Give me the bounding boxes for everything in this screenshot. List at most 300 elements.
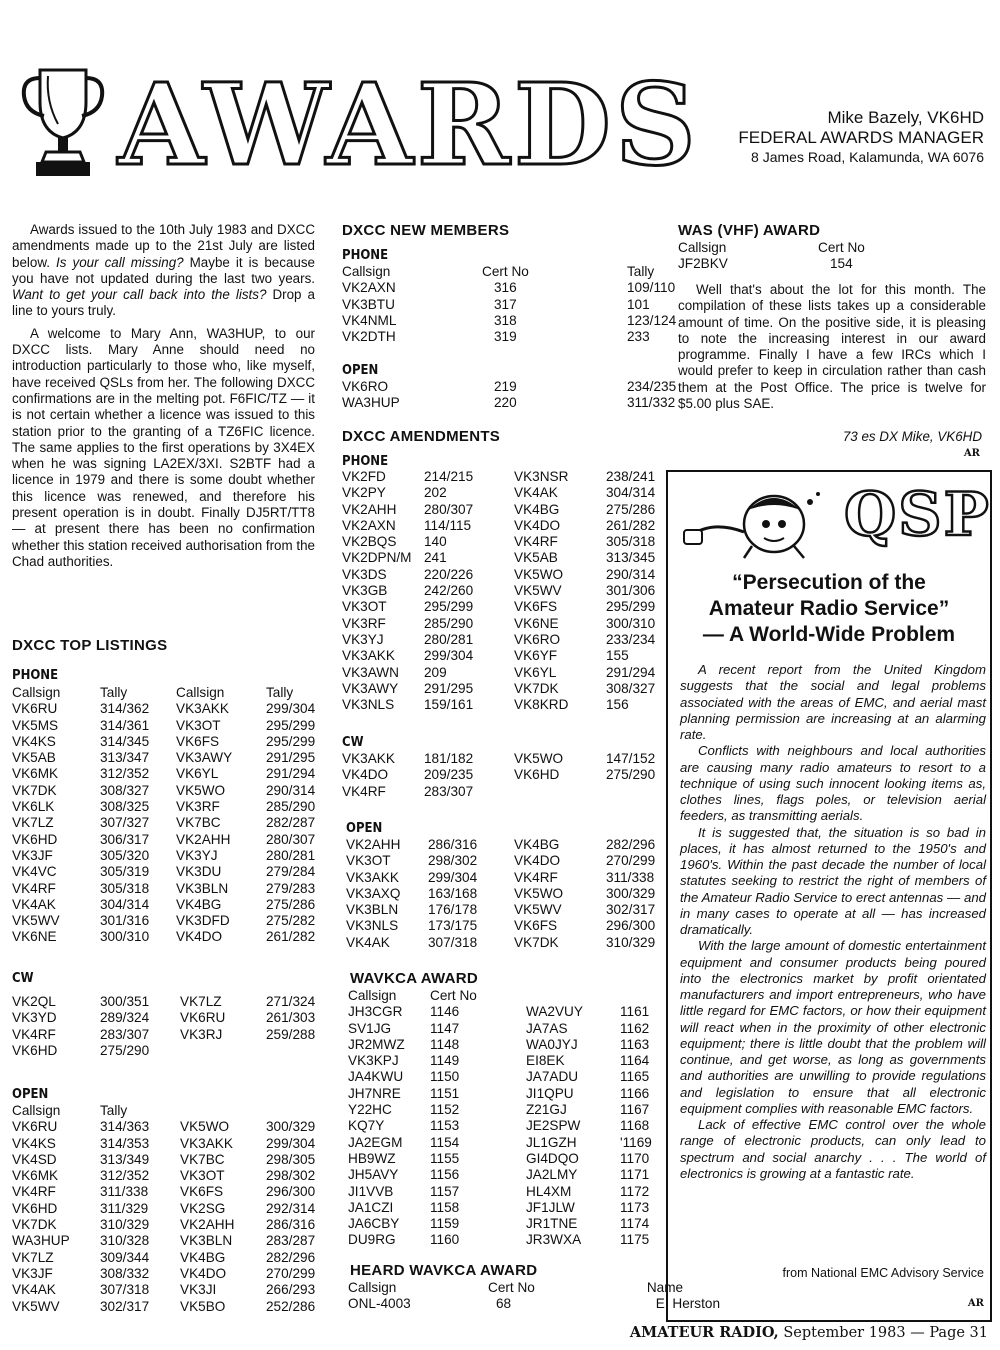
table-cell: VK6HD	[12, 1200, 58, 1216]
table-cell: 282/287	[266, 815, 316, 831]
table-cell: 275/290	[100, 1042, 150, 1058]
table-row	[12, 1119, 315, 1135]
table-row	[12, 1299, 315, 1315]
table-cell: 1171	[620, 1167, 650, 1183]
table-cell: VK4AK	[514, 485, 558, 501]
table-cell: 313/347	[100, 750, 150, 766]
table-cell: 304/314	[606, 485, 656, 501]
table-cell: 159/161	[424, 697, 474, 713]
table-row	[12, 1136, 315, 1152]
table-cell: VK5AB	[514, 550, 558, 566]
table-cell: VK3AKK	[180, 1135, 233, 1151]
table-cell: VK2AHH	[342, 501, 397, 517]
top-cw-label: CW	[12, 971, 34, 986]
table-cell: 310/329	[606, 934, 656, 950]
table-cell: 309/344	[100, 1249, 150, 1265]
ar-mark: AR	[963, 448, 980, 459]
table-cell: 311/329	[100, 1200, 149, 1216]
table-cell: 280/307	[266, 831, 316, 847]
table-cell: VK2AHH	[180, 1217, 235, 1233]
table-row	[342, 616, 655, 632]
table-cell: VK6RO	[342, 379, 389, 394]
table-cell: 300/310	[100, 929, 150, 945]
role: FEDERAL AWARDS MANAGER	[738, 128, 984, 147]
am-cw-table	[342, 751, 655, 800]
table-cell: HL4XM	[526, 1183, 572, 1199]
table-cell: 306/317	[100, 831, 150, 847]
table-cell: 1175	[620, 1232, 650, 1248]
table-cell: VK3OT	[176, 717, 221, 733]
table-cell: VK6RU	[12, 701, 58, 717]
table-cell: VK7DK	[12, 1217, 57, 1233]
table-cell: 261/282	[266, 929, 316, 945]
table-cell: 176/178	[428, 902, 478, 918]
table-cell: 296/300	[266, 1184, 316, 1200]
table-cell: VK2AXN	[342, 280, 396, 296]
was-vhf-table: Callsign Cert No JF2BKV 154	[678, 240, 865, 272]
table-cell: 291/295	[266, 750, 316, 766]
table-cell: 316	[494, 280, 517, 296]
table-cell: VK6MK	[12, 1168, 59, 1184]
table-cell: 1153	[430, 1118, 460, 1134]
table-cell: 299/304	[424, 648, 474, 664]
table-row	[342, 648, 655, 664]
table-row	[342, 599, 655, 615]
table-cell: 308/327	[100, 782, 150, 798]
table-cell: 261/282	[606, 517, 656, 533]
table-cell: VK4BG	[514, 501, 560, 517]
table-cell: VK3DFD	[176, 913, 230, 929]
table-cell: VK3BLN	[346, 902, 399, 918]
table-row	[342, 632, 655, 648]
table-cell: 291/294	[606, 664, 656, 680]
table-cell: VK5BO	[180, 1298, 226, 1314]
table-cell: VK3AKK	[342, 751, 395, 766]
table-row	[342, 751, 655, 767]
am-cw-label: CW	[342, 735, 364, 750]
table-row	[346, 935, 655, 951]
table-cell: VK4DO	[514, 853, 561, 869]
table-cell: JA6CBY	[348, 1216, 400, 1232]
table-row	[12, 1184, 315, 1200]
table-cell: 279/283	[266, 880, 316, 896]
table-cell: 1168	[620, 1118, 650, 1134]
table-cell: 289/324	[100, 1010, 150, 1026]
wavkca-title: WAVKCA AWARD	[350, 970, 479, 987]
table-cell: VK4AK	[346, 934, 390, 950]
table-cell: VK4DO	[342, 767, 389, 783]
table-cell: 307/327	[100, 815, 150, 831]
table-cell: 299/304	[428, 869, 478, 885]
table-cell	[606, 784, 655, 800]
table-cell: 173/175	[428, 918, 478, 934]
table-cell: VK4RF	[514, 534, 558, 550]
table-cell: VK3BTU	[342, 296, 395, 312]
table-row	[348, 1118, 652, 1134]
qsp-source: from National EMC Advisory Service	[782, 1266, 984, 1280]
table-cell: 314/362	[100, 701, 150, 717]
was-vhf-rows	[678, 256, 865, 272]
table-cell: 280/281	[424, 631, 474, 647]
table-cell	[180, 1043, 266, 1059]
table-row	[342, 469, 655, 485]
table-cell: 308/332	[100, 1265, 150, 1281]
table-cell: 209	[424, 664, 447, 680]
table-cell: VK3RF	[176, 799, 220, 815]
table-row	[348, 1069, 652, 1085]
table-row	[348, 1086, 652, 1102]
table-cell: 1156	[430, 1167, 460, 1183]
table-cell: 114/115	[424, 517, 472, 533]
table-cell: 1163	[620, 1036, 650, 1052]
am-cw-rows	[342, 751, 655, 800]
qsp-article: A recent report from the United Kingdom suggests that the social and legal problems associated with the areas of EMC, and aerial mast planning permission are increasing at an alarming rate. Conflicts with neighbours and local authorities are causing many radio amateurs to resort to a technique of using such innocent looking items as, clothes lines, flags poles, or television aerial feeders, as transmitting aerials. It is suggested that, the situation is so bad in places, it has almost returned to the 1950's and 1960's. Within the past decade the number of local statutes seeking to restrict the right of members of the Amateur Radio Service to erect antennas — and in many cases to operate at all — has increased dramatically. With the large amount of domestic entertainment equipment and consumer products being poured into the electronics market by profit orientated manufacturers and import entrepreneurs, who have little regard for EMC factors, or how their equipment will react when in the proximity of other electronic equipment; there is little doubt that the problem will continue, and get worse, as long as governments and authorities are unwilling to provide regulations and legislation to ensure that all electronic equipment complies with reasonable EMC factors. Lack of effective EMC control over the whole range of electronic products, can only lead to spectrum and social anarchy . . . The world of electronics is growing at a fantastic rate.	[680, 662, 986, 1181]
table-cell: VK6FS	[180, 1184, 224, 1200]
table-cell: 286/316	[266, 1217, 316, 1233]
table-row	[346, 870, 655, 886]
table-cell: VK4SD	[12, 1151, 57, 1167]
am-open-table	[346, 837, 655, 951]
table-cell: 304/314	[100, 896, 150, 912]
table-row	[342, 485, 655, 501]
table-cell: JI1QPU	[526, 1085, 574, 1101]
table-cell: VK3OT	[346, 853, 391, 869]
table-cell: 299/304	[266, 1135, 316, 1151]
table-cell: 1155	[430, 1150, 460, 1166]
table-row	[348, 1200, 652, 1216]
table-cell: VK7BC	[180, 1151, 225, 1167]
new-members-title: DXCC NEW MEMBERS	[342, 222, 510, 239]
table-cell: 312/352	[100, 1168, 150, 1184]
table-row	[348, 1135, 652, 1151]
table-cell: 234/235	[627, 379, 677, 394]
table-cell: 298/305	[266, 1151, 316, 1167]
table-cell: VK5WV	[514, 583, 562, 599]
am-open-rows	[346, 837, 655, 951]
table-cell: 1152	[430, 1102, 460, 1118]
table-cell: 282/296	[606, 837, 656, 852]
table-cell: 242/260	[424, 583, 474, 599]
table-row	[342, 502, 655, 518]
table-cell: VK3RJ	[180, 1026, 223, 1042]
table-cell: 1165	[620, 1069, 650, 1085]
table-cell: VK3NLS	[342, 697, 395, 713]
table-row	[12, 848, 315, 864]
table-cell: VK3AXQ	[346, 885, 401, 901]
top-open-label: OPEN	[12, 1087, 49, 1102]
top-open-table: Callsign Tally VK6RU 314/363 VK5WO 300/329 VK4KS 314/353 VK3AKK 299/304 VK4SD 313/349 VK7BC 298/305 VK6MK 312/352 VK3OT 298/302 VK4RF 311/338 VK6FS 296/300 VK6HD 311/329 VK2SG 292/314 VK7DK 310/329 VK2AHH 286/316 WA3HUP 310/328 VK3BLN 283/287 VK7LZ 309/344 VK4BG 282/296 VK3JF 308/332 VK4DO 270/299 VK4AK 307/318 VK3JI 266/293 VK5WV 302/317 VK5BO 252/286	[12, 1103, 316, 1314]
table-cell: VK4VC	[12, 864, 57, 880]
table-cell: VK6RO	[514, 631, 561, 647]
table-cell: 1173	[620, 1199, 650, 1215]
table-row	[12, 766, 315, 782]
qsp-headline: “Persecution of the Amateur Radio Service” — A World-Wide Problem	[702, 571, 956, 646]
qsp-box	[666, 470, 992, 1322]
table-cell: 300/310	[606, 615, 656, 631]
table-row	[12, 1010, 315, 1026]
table-row	[342, 534, 655, 550]
table-cell: 283/307	[100, 1026, 150, 1042]
table-cell: 283/307	[424, 783, 474, 799]
table-cell: WA3HUP	[12, 1233, 70, 1249]
table-cell: 312/352	[100, 766, 150, 782]
table-row	[342, 583, 655, 599]
nm-open-table	[342, 379, 676, 412]
table-cell: JA7AS	[526, 1020, 568, 1036]
table-cell: 305/320	[100, 847, 150, 863]
table-cell: 123/124	[627, 312, 677, 328]
table-cell: VK4DO	[176, 929, 223, 945]
table-cell: 238/241	[606, 469, 656, 484]
table-cell: VK4BG	[176, 896, 222, 912]
table-cell: 1167	[620, 1102, 650, 1118]
table-cell: 291/294	[266, 766, 316, 782]
table-cell: VK2AXN	[342, 517, 396, 533]
table-cell: 280/307	[424, 501, 474, 517]
closing-text: Well that's about the lot for this month. The compilation of these lists takes up a considerable amount of time. On the positive side, it is pleasing to note the increasing interest in our award programme. Finally I have a few IRCs which I would prefer to keep in circulation rather than cash them at the Post Office. The price is twelve for $5.00 plus SAE.	[678, 282, 986, 412]
top-cw-table	[12, 994, 315, 1059]
table-row	[12, 994, 315, 1010]
table-cell: 155	[606, 648, 629, 664]
table-cell: 1164	[620, 1053, 650, 1069]
table-cell: 1151	[430, 1085, 460, 1101]
table-row	[12, 799, 315, 815]
table-cell: 140	[424, 534, 447, 550]
table-cell: VK6FS	[176, 733, 220, 749]
table-cell: VK7LZ	[180, 994, 222, 1009]
table-cell: VK4AK	[12, 896, 56, 912]
table-cell: VK6HD	[12, 831, 58, 847]
table-row	[342, 313, 676, 329]
table-cell: 233	[627, 329, 650, 345]
table-cell: JA1CZI	[348, 1199, 394, 1215]
table-row	[342, 329, 676, 345]
table-cell: VK3BLN	[176, 880, 229, 896]
table-row	[346, 918, 655, 934]
table-cell: VK4NML	[342, 312, 397, 328]
table-cell: VK4AK	[12, 1282, 56, 1298]
table-cell: VK3JF	[12, 847, 53, 863]
table-cell: 1159	[430, 1216, 460, 1232]
table-cell: JR3WXA	[526, 1232, 582, 1248]
table-cell: 300/351	[100, 994, 150, 1009]
am-phone-table	[342, 469, 655, 713]
table-row	[342, 395, 676, 411]
table-row	[12, 1250, 315, 1266]
table-cell: VK3DS	[342, 566, 387, 582]
table-cell: 220/226	[424, 566, 474, 582]
table-cell: E. Herston	[655, 1296, 720, 1312]
table-cell: VK3GB	[342, 583, 388, 599]
table-cell: 302/317	[100, 1298, 150, 1314]
trophy-icon	[18, 62, 108, 180]
author: Mike Bazely, VK6HD	[827, 108, 984, 127]
table-cell: 313/349	[100, 1151, 150, 1167]
table-row	[348, 1216, 652, 1232]
table-cell: VK3BLN	[180, 1233, 233, 1249]
table-cell: VK3KPJ	[348, 1053, 399, 1069]
table-row	[342, 550, 655, 566]
table-cell: VK3DU	[176, 864, 222, 880]
table-cell: 241	[424, 550, 447, 566]
table-cell: VK4RF	[12, 1184, 56, 1200]
table-cell: 279/284	[266, 864, 316, 880]
table-cell: VK4BG	[180, 1249, 226, 1265]
table-row	[348, 1167, 652, 1183]
table-cell: 308/327	[606, 680, 656, 696]
table-cell: 163/168	[428, 885, 478, 901]
table-cell: 311/338	[100, 1184, 149, 1200]
issue-info: September 1983 — Page 31	[783, 1325, 988, 1341]
table-cell: 314/363	[100, 1119, 150, 1135]
table-row	[12, 1233, 315, 1249]
signoff: 73 es DX Mike, VK6HD	[842, 429, 982, 444]
table-cell: VK5MS	[12, 717, 59, 733]
magazine-name: AMATEUR RADIO,	[629, 1324, 779, 1341]
table-cell: Z21GJ	[526, 1102, 567, 1118]
table-cell: 1146	[430, 1004, 460, 1020]
table-cell: 313/345	[606, 550, 656, 566]
table-cell: VK6RU	[180, 1010, 226, 1026]
wavkca-table: Callsign Cert No JH3CGR 1146 WA2VUY 1161 SV1JG 1147 JA7AS 1162 JR2MWZ 1148 WA0JYJ 1163 VK3KPJ 1149 EI8EK 1164 JA4KWU 1150 JA7ADU 1165 JH7NRE 1151 JI1QPU 1166 Y22HC 1152 Z21GJ 1167 KQ7Y 1153 JE2SPW 1168 JA2EGM 1154 JL1GZH '1169 HB9WZ 1155 GI4DQO 1170 JH5AVY 1156 JA2LMY 1171 JI1VVB 1157 HL4XM 1172 JA1CZI 1158 JF1JLW 1173 JA6CBY 1159 JR1TNE 1174 DU9RG 1160 JR3WXA 1175	[348, 988, 652, 1248]
table-cell: VK6LK	[12, 799, 55, 815]
table-cell: 275/290	[606, 767, 656, 783]
table-cell: 301/306	[606, 583, 656, 599]
nm-phone-rows	[342, 280, 676, 345]
heard-wavkca-table: Callsign Cert No Name ONL-4003 68 E. Herston	[348, 1280, 720, 1312]
table-cell: VK5WO	[180, 1119, 230, 1135]
table-cell: VK7LZ	[12, 815, 54, 831]
table-cell: 311/332	[627, 395, 676, 411]
table-row	[12, 1152, 315, 1168]
heard-wavkca-title: HEARD WAVKCA AWARD	[350, 1262, 538, 1279]
table-cell: 295/299	[606, 599, 656, 615]
wavkca-rows	[348, 1004, 652, 1248]
table-cell: 305/318	[606, 534, 656, 550]
table-cell: VK6FS	[514, 918, 558, 934]
table-row	[342, 280, 676, 296]
table-cell: VK3AKK	[346, 869, 399, 885]
table-row	[346, 886, 655, 902]
table-cell: 101	[627, 296, 650, 312]
table-cell: 307/318	[100, 1282, 150, 1298]
table-cell	[266, 1043, 315, 1059]
table-cell: VK7DK	[514, 680, 559, 696]
table-cell: VK6NE	[12, 929, 57, 945]
table-cell: VK4KS	[12, 733, 56, 749]
table-row	[12, 864, 315, 880]
table-cell: 300/329	[606, 885, 656, 901]
table-row	[12, 832, 315, 848]
table-cell: 299/304	[266, 701, 316, 717]
table-cell: 308/325	[100, 799, 150, 815]
table-cell: VK4RF	[12, 880, 56, 896]
table-row	[12, 701, 315, 717]
page-footer	[630, 1324, 988, 1341]
table-cell: 209/235	[424, 767, 474, 783]
table-row	[348, 1232, 652, 1248]
table-cell: JA2EGM	[348, 1134, 403, 1150]
table-cell: VK6MK	[12, 766, 59, 782]
table-cell: VK7DK	[514, 934, 559, 950]
table-cell: 270/299	[266, 1265, 316, 1281]
table-cell: VK3AWY	[176, 750, 233, 766]
intro-text: Awards issued to the 10th July 1983 and DXCC amendments made up to the 21st July are listed below. Is your call missing? Maybe it is because you have not updated during the last two years. Want to get your call back into the lists? Drop a line to yours truly. A welcome to Mary Ann, WA3HUP, to our DXCC lists. Mary Anne should need no introduction particularly to those who, like myself, have received QSLs from her. The following DXCC confirmations are in the melting pot. F6FIC/TZ — it is not certain whether a licence was issued to this station prior to the granting of a TZ6FIC licence. The same applies to the first operations by 3X4EX when he was signing LA2EX/3XI. S2BTF had a licence in 1979 and there is some doubt whether this licence was renewed, and therefore his present operation is in doubt. Finally DJ5RT/TT8 — at present there has been no confirmation whether this station received authorisation from the Chad authorities.	[12, 222, 315, 569]
table-row	[348, 1053, 652, 1069]
table-cell: VK2SG	[180, 1200, 226, 1216]
table-cell: VK3NLS	[346, 918, 399, 934]
table-row	[12, 1043, 315, 1059]
nm-open-label: OPEN	[342, 363, 379, 378]
table-cell: 318	[494, 312, 517, 328]
table-cell: 295/299	[266, 717, 316, 733]
table-cell: 314/345	[100, 733, 150, 749]
table-cell: VK5WV	[12, 913, 60, 929]
table-row	[12, 929, 315, 945]
table-cell: 282/296	[266, 1249, 316, 1265]
table-cell: VK3JF	[12, 1265, 53, 1281]
table-cell: Y22HC	[348, 1102, 392, 1118]
table-row	[342, 681, 655, 697]
table-cell: 292/314	[266, 1200, 316, 1216]
table-cell: VK5WV	[12, 1298, 60, 1314]
top-open-rows	[12, 1119, 315, 1315]
table-cell: 109/110	[627, 280, 676, 296]
nm-phone-table: Callsign Cert No Tally VK2AXN 316 109/110 VK3BTU 317 101 VK4NML 318 123/124 VK2DTH 319 233	[342, 264, 677, 345]
table-cell: 275/286	[266, 896, 316, 912]
table-cell: 319	[494, 329, 517, 345]
table-cell: 290/314	[606, 566, 656, 582]
table-cell: VK4KS	[12, 1135, 56, 1151]
table-cell: JH3CGR	[348, 1004, 403, 1020]
table-cell: 233/234	[606, 631, 656, 647]
table-row	[348, 1184, 652, 1200]
table-cell: VK6YL	[176, 766, 219, 782]
table-cell: VK5WO	[514, 885, 564, 901]
table-row	[12, 1217, 315, 1233]
table-cell: JR1TNE	[526, 1216, 578, 1232]
table-cell: 283/287	[266, 1233, 316, 1249]
table-cell: 311/338	[606, 869, 655, 885]
table-cell: VK6HD	[12, 1042, 58, 1058]
table-cell: 290/314	[266, 782, 316, 798]
table-cell: 1166	[620, 1085, 650, 1101]
table-row	[342, 518, 655, 534]
table-row	[12, 815, 315, 831]
table-cell: VK3AWN	[342, 664, 399, 680]
table-cell: 298/302	[266, 1168, 316, 1184]
table-cell: 181/182	[424, 751, 474, 766]
table-row	[12, 1027, 315, 1043]
table-cell: VK2PY	[342, 485, 386, 501]
table-cell: 275/286	[606, 501, 656, 517]
table-cell: JA4KWU	[348, 1069, 404, 1085]
table-cell: 296/300	[606, 918, 656, 934]
table-cell: 305/319	[100, 864, 150, 880]
table-cell: 1161	[620, 1004, 650, 1020]
table-cell: 307/318	[428, 934, 478, 950]
table-cell: VK3AWY	[342, 680, 399, 696]
table-row	[12, 881, 315, 897]
address: 8 James Road, Kalamunda, WA 6076	[751, 149, 984, 165]
table-cell: 295/299	[424, 599, 474, 615]
table-row	[12, 1201, 315, 1217]
table-cell: 298/302	[428, 853, 478, 869]
table-cell: VK8KRD	[514, 697, 569, 713]
table-cell: 261/303	[266, 1010, 316, 1026]
table-cell: VK5WO	[514, 751, 564, 766]
table-cell: VK4RF	[514, 869, 558, 885]
